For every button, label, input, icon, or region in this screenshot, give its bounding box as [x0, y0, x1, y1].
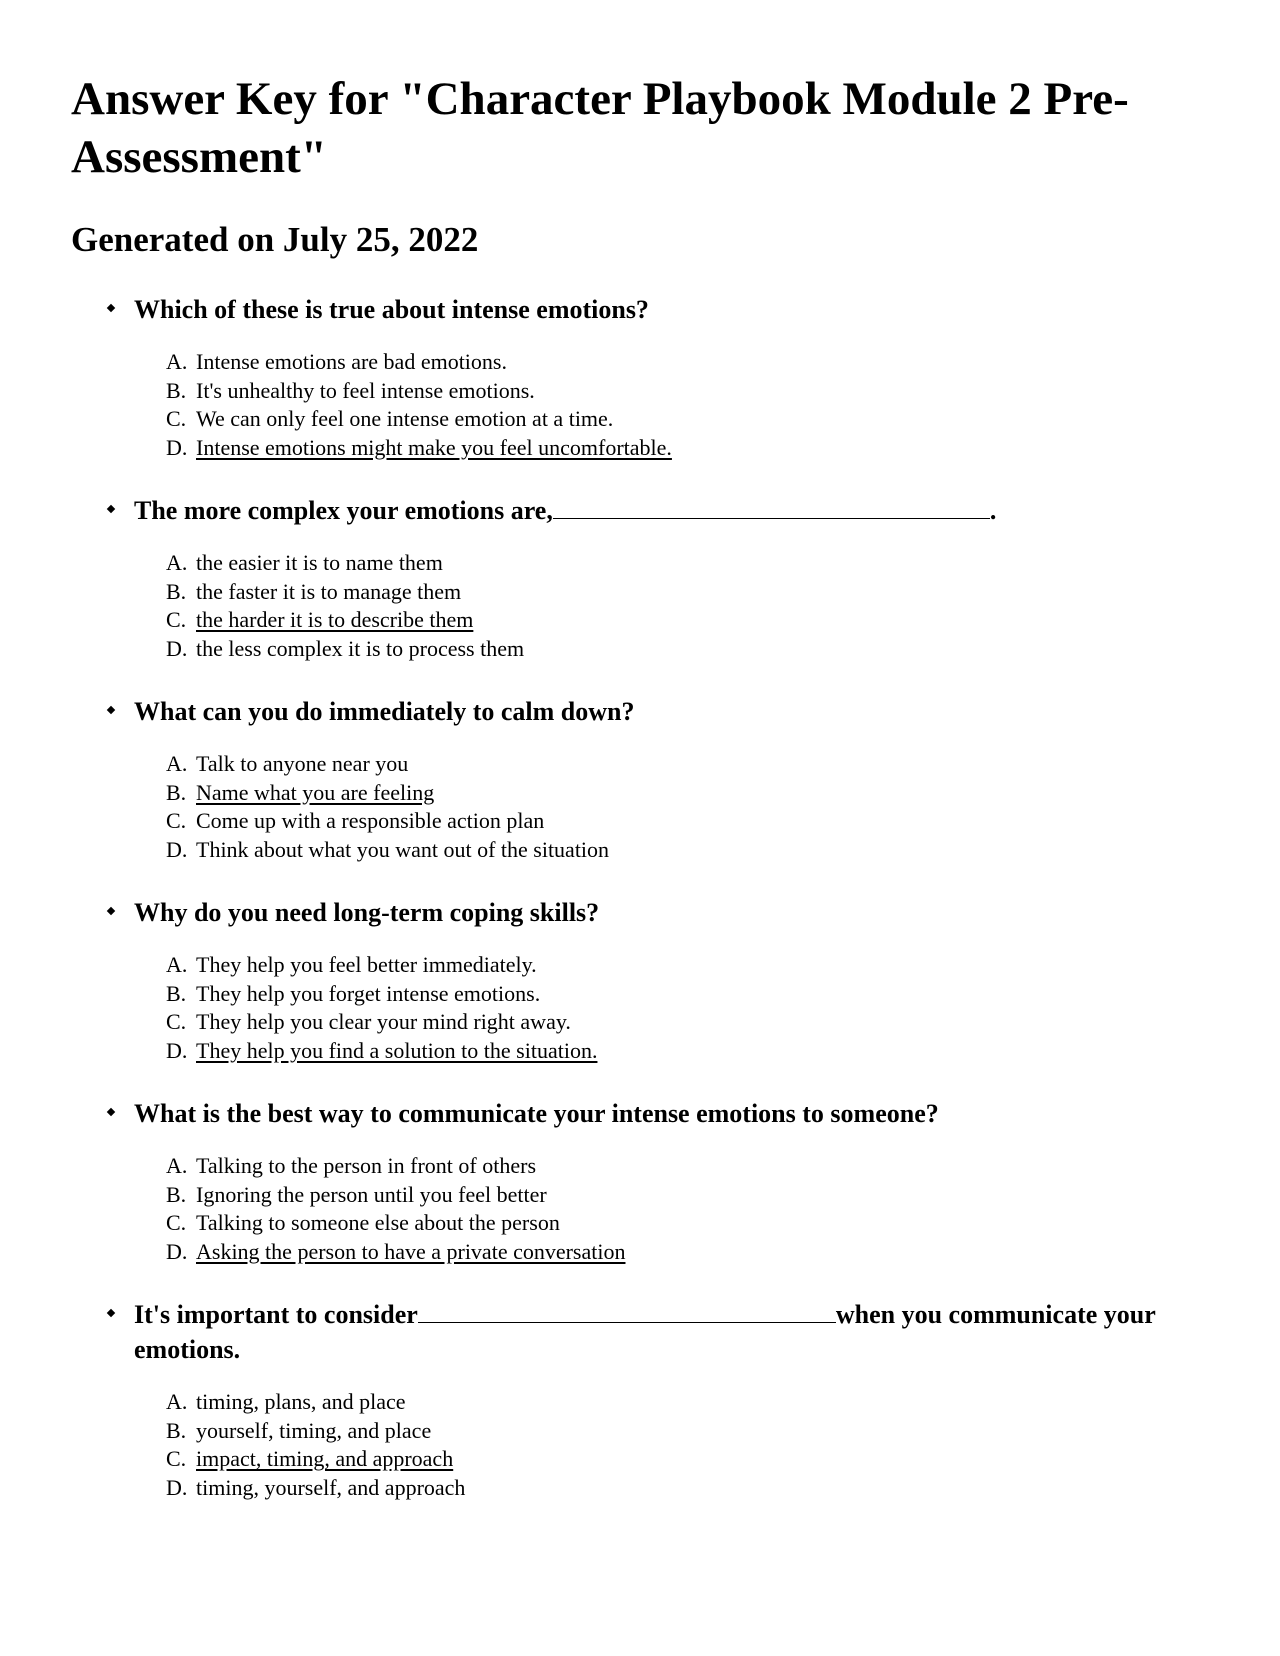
question-text: Which of these is true about intense emotions?	[134, 295, 649, 324]
answer-option: B. It's unhealthy to feel intense emotions.	[166, 377, 535, 403]
answer-option: A. Talking to the person in front of others	[166, 1153, 537, 1178]
answer-option: D. the less complex it is to process them	[166, 635, 525, 661]
answer-list	[134, 1388, 1221, 1502]
correct-answer-option: D. Asking the person to have a private conversation	[166, 1238, 626, 1264]
answer-option: B. They help you forget intense emotions.	[166, 980, 541, 1006]
question-item	[71, 1297, 1221, 1502]
answer-option: C. Talking to someone else about the person	[166, 1210, 560, 1235]
page-title: Answer Key for "Character Playbook Module 2 Pre-Assessment"	[71, 73, 1129, 183]
answer-option: C. Come up with a responsible action plan	[166, 808, 545, 833]
question-text: What is the best way to communicate your intense emotions to someone?	[134, 1099, 939, 1128]
answer-option: A. Intense emotions are bad emotions.	[166, 349, 507, 374]
answer-option: B. Ignoring the person until you feel better	[166, 1181, 547, 1207]
bullet-icon	[107, 505, 115, 513]
answer-option: B. yourself, timing, and place	[166, 1417, 432, 1443]
question-item	[71, 694, 1221, 864]
bullet-icon	[107, 1108, 115, 1116]
question-item	[71, 895, 1221, 1065]
answer-list	[134, 750, 1221, 864]
answer-list	[134, 951, 1221, 1065]
answer-option: D. Think about what you want out of the situation	[166, 836, 610, 862]
fill-in-blank	[418, 1298, 836, 1323]
correct-answer-option: D. Intense emotions might make you feel uncomfortable.	[166, 434, 672, 460]
question-text: It's important to consider when you communicate your emotions.	[134, 1300, 1156, 1364]
answer-option: D. timing, yourself, and approach	[166, 1474, 466, 1500]
question-item	[71, 292, 1221, 462]
answer-option: A. the easier it is to name them	[166, 550, 443, 575]
answer-list	[134, 1152, 1221, 1266]
question-text: The more complex your emotions are, .	[134, 496, 997, 525]
answer-option: C. They help you clear your mind right away.	[166, 1009, 571, 1034]
bullet-icon	[107, 304, 115, 312]
bullet-icon	[107, 1309, 115, 1317]
answer-list	[134, 549, 1221, 663]
answer-option: A. Talk to anyone near you	[166, 751, 409, 776]
answer-option: B. the faster it is to manage them	[166, 578, 462, 604]
bullet-icon	[107, 907, 115, 915]
fill-in-blank	[553, 494, 990, 519]
correct-answer-option: C. the harder it is to describe them	[166, 607, 474, 632]
question-list	[71, 292, 1221, 1533]
question-text: What can you do immediately to calm down?	[134, 697, 635, 726]
answer-option: C. We can only feel one intense emotion at a time.	[166, 406, 614, 431]
question-item	[71, 493, 1221, 663]
bullet-icon	[107, 706, 115, 714]
correct-answer-option: B. Name what you are feeling	[166, 779, 435, 805]
question-item	[71, 1096, 1221, 1266]
question-text: Why do you need long-term coping skills?	[134, 898, 600, 927]
answer-option: A. timing, plans, and place	[166, 1389, 406, 1414]
answer-option: A. They help you feel better immediately.	[166, 952, 537, 977]
correct-answer-option: D. They help you find a solution to the situation.	[166, 1037, 598, 1063]
generated-date: Generated on July 25, 2022	[71, 220, 479, 259]
correct-answer-option: C. impact, timing, and approach	[166, 1446, 454, 1471]
answer-list	[134, 348, 1221, 462]
